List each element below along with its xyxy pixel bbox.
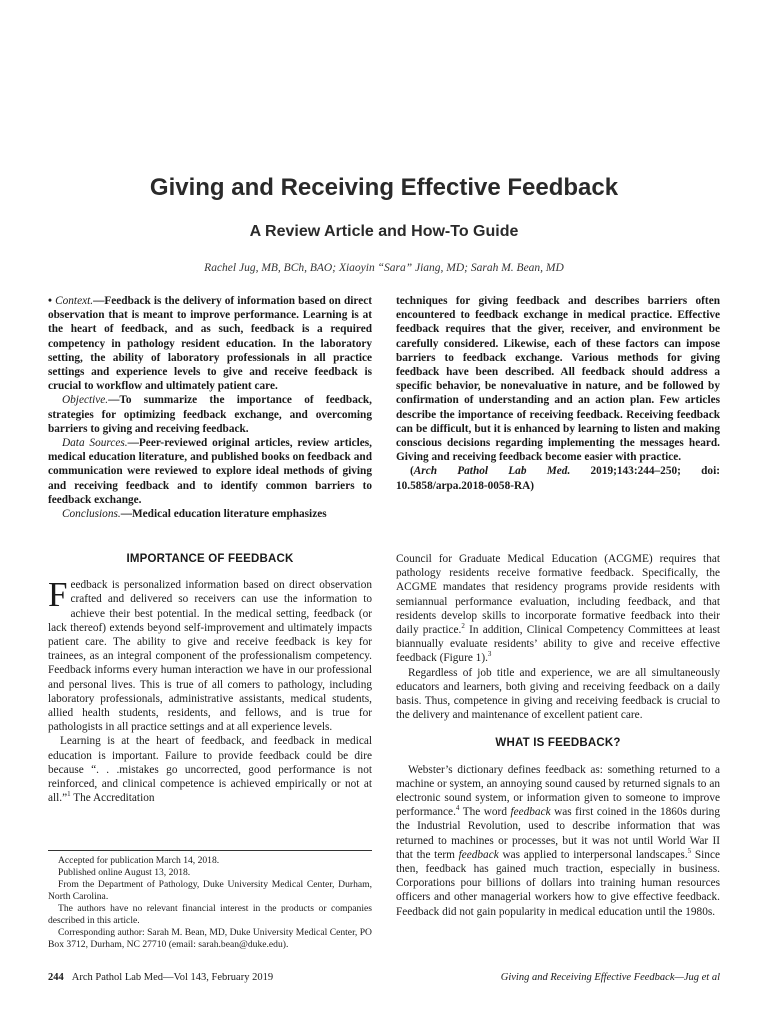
context-label: Context. bbox=[55, 295, 94, 307]
paragraph-text: was applied to interpersonal landscapes. bbox=[498, 848, 688, 861]
paragraph-text: was first coined in the 1860s during the Industrial Revolution, used to describe information that was returned to machines or processes, but it was not until World War II that the term bbox=[396, 806, 720, 861]
section-heading-what-is-feedback: WHAT IS FEEDBACK? bbox=[495, 737, 621, 750]
abstract-context bbox=[48, 294, 372, 393]
paragraph-text: In addition, Clinical Competency Committees at least biannually evaluate residents’ ability to give and receive effective feedback (Figure 1). bbox=[396, 624, 721, 665]
author-list: Rachel Jug, MB, BCh, BAO; Xiaoyin “Sara” Jiang, MD; Sarah M. Bean, MD bbox=[204, 262, 564, 274]
data-sources-text: —Peer-reviewed original articles, review articles, medical education literature, and published books on feedback and communication were reviewed to explore ideal methods of giving and receiving feedback and to identify common barriers to feedback exchange. bbox=[48, 437, 372, 506]
footnote-affiliation: From the Department of Pathology, Duke University Medical Center, Durham, North Carolina. bbox=[48, 879, 372, 902]
body-paragraph: Regardless of job title and experience, we are all simultaneously educators and learners, both giving and receiving feedback on a daily basis. Thus, competence in giving and receiving feedback is crucial to the delivery and maintenance of excellent patient care. bbox=[396, 666, 720, 722]
emphasis-term: feedback bbox=[458, 848, 499, 861]
reference-marker: 5 bbox=[687, 847, 692, 856]
article-subtitle: A Review Article and How-To Guide bbox=[249, 223, 519, 240]
bullet-marker: • bbox=[48, 295, 52, 307]
citation-details: 2019;143:244–250; doi: 10.5858/arpa.2018-0058-RA) bbox=[396, 465, 720, 492]
abstract-data-sources bbox=[48, 436, 372, 507]
page-number: 244 bbox=[48, 972, 64, 983]
reference-marker: 1 bbox=[67, 790, 71, 799]
footnote-correspondence: Corresponding author: Sarah M. Bean, MD, Duke University Medical Center, PO Box 3712, Durham, NC 27710 (email: sarah.bean@duke.edu). bbox=[48, 927, 372, 950]
abstract-left-column bbox=[48, 294, 372, 521]
body-paragraph bbox=[396, 763, 720, 919]
conclusions-continued: techniques for giving feedback and describes barriers often encountered to feedback exchange in medical practice. Effective feedback requires that the giver, receiver, and environment be carefully considered. Likewise, each of these factors can impose barriers to feedback exchange. Various methods for giving feedback have been described. All feedback should address a specific behavior, be nonevaluative in nature, and be followed by confirmation of understanding and an action plan. Few articles describe the importance of receiving feedback. Receiving feedback can be difficult, but it is enhanced by learning to listen and making conscious decisions regarding implementing the messages heard. Giving and receiving feedback become easier with practice. bbox=[396, 295, 720, 464]
reference-marker: 4 bbox=[455, 804, 460, 813]
footnote-divider bbox=[48, 850, 372, 851]
citation-journal: Arch Pathol Lab Med. bbox=[413, 465, 571, 478]
abstract-conclusions bbox=[48, 507, 372, 521]
drop-cap: F bbox=[48, 575, 68, 615]
conclusions-label: Conclusions. bbox=[62, 508, 121, 521]
body-paragraph bbox=[396, 552, 720, 666]
running-title: Giving and Receiving Effective Feedback—Jug et al bbox=[500, 972, 720, 983]
paragraph-text: Webster’s dictionary defines feedback as: something returned to a machine or system, an annoying sound caused by returned signals to an electronic sound system, or information given to someone to improve performance. bbox=[396, 763, 720, 819]
article-title: Giving and Receiving Effective Feedback bbox=[149, 174, 619, 201]
paragraph-text: Council for Graduate Medical Education (ACGME) requires that pathology residents receive formative feedback. Specifically, the ACGME mandates that residency programs provide residents with semiannual performance evaluation, including feedback, and that residents develop skills to incorporate formative feedback into their daily practice. bbox=[396, 553, 720, 637]
paragraph-text: Learning is at the heart of feedback, and feedback in medical education is important. Failure to provide feedback could be dire because “. . .mistakes go uncorrected, good performance is not reinforced, and clinical competence is achieved empirically or not at all.” bbox=[48, 735, 372, 805]
paragraph-text: Since then, feedback has gained much traction, especially in business. Corporations pour billions of dollars into training human resources officers and other managerial workers how to give effective feedback. Feedback did not gain popularity in medical education until the 1980s. bbox=[396, 848, 720, 918]
footnotes bbox=[48, 855, 372, 951]
abstract-citation: (Arch Pathol Lab Med. 2019;143:244–250; doi: 10.5858/arpa.2018-0058-RA) bbox=[396, 465, 720, 492]
footnote-disclosure: The authors have no relevant financial interest in the products or companies described in this article. bbox=[48, 903, 372, 926]
conclusions-text: —Medical education literature emphasizes bbox=[120, 508, 327, 521]
body-right-column bbox=[396, 552, 720, 919]
objective-label: Objective. bbox=[62, 394, 109, 407]
paragraph-text: eedback is personalized information based on direct observation crafted and delivered so receivers can use the information to achieve their best potential. In the medical setting, feedback (or lack thereof) extends beyond self-improvement and ultimately impacts patient care. The ability to give and receive feedback is key for trainees, as an integral component of the professionalism competency. Feedback informs every human interaction we have in our professional and personal lives. This is true of all comers to pathology, including laboratory professionals, administrative assistants, medical students, allied health students, residents, and fellows, and is true for pathologists in all practice settings and at all experience levels. bbox=[48, 579, 372, 734]
reference-marker: 2 bbox=[461, 622, 465, 631]
paragraph-text: The word bbox=[459, 806, 511, 819]
paragraph-text: The Accreditation bbox=[70, 792, 155, 805]
reference-marker: 3 bbox=[487, 650, 492, 659]
body-paragraph bbox=[48, 575, 372, 734]
page-footer-left bbox=[48, 972, 273, 983]
footnote-accepted: Accepted for publication March 14, 2018. bbox=[58, 855, 220, 866]
data-sources-label: Data Sources. bbox=[62, 437, 128, 450]
section-heading-importance: IMPORTANCE OF FEEDBACK bbox=[126, 553, 294, 565]
abstract-right-column bbox=[396, 294, 720, 493]
footnote-published: Published online August 13, 2018. bbox=[58, 867, 191, 878]
body-paragraph bbox=[48, 734, 372, 805]
objective-text: —To summarize the importance of feedback, strategies for optimizing feedback exchange, and overcoming barriers to giving and receiving feedback. bbox=[48, 394, 372, 435]
body-left-column bbox=[48, 552, 372, 805]
abstract-objective bbox=[48, 393, 372, 436]
context-text: —Feedback is the delivery of information based on direct observation that is meant to improve performance. Learning is at the heart of feedback, and as such, feedback is a required competency in pathology resident education. In the laboratory setting, the ability of laboratory professionals in all practice settings and experience levels to give and receive feedback is crucial to workflow and ultimately patient care. bbox=[48, 295, 372, 393]
emphasis-term: feedback bbox=[510, 806, 551, 819]
journal-info: Arch Pathol Lab Med—Vol 143, February 2019 bbox=[71, 972, 274, 983]
